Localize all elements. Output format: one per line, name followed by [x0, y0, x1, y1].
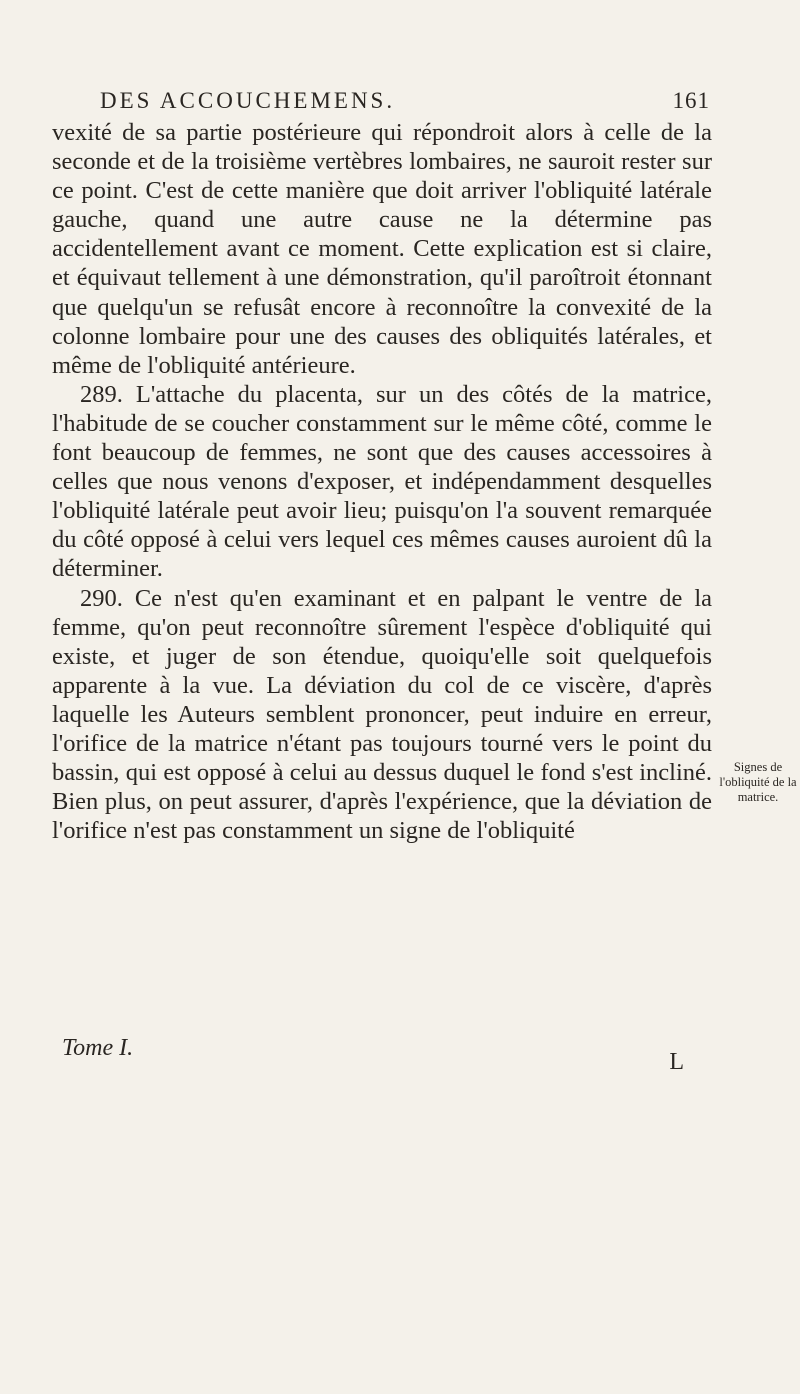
signature-mark: L: [669, 1049, 684, 1075]
body-text: [52, 118, 712, 845]
paragraph-290: 290. Ce n'est qu'en examinant et en palpant le ventre de la femme, qu'on peut reconnoître sûrement l'espèce d'obliquité qui existe, et juger de son étendue, quoiqu'elle soit quelquefois apparente à la vue. La déviation du col de ce viscère, d'après laquelle les Auteurs semblent prononcer, peut induire en erreur, l'orifice de la matrice n'étant pas toujours tourné vers le point du bassin, qui est opposé à celui au dessus duquel le fond s'est incliné. Bien plus, on peut assurer, d'après l'expérience, que la déviation de l'orifice n'est pas constamment un signe de l'obliquité: [52, 584, 712, 845]
page-number: 161: [672, 88, 710, 113]
tome-label: Tome I.: [62, 1035, 134, 1061]
paragraph-289: 289. L'attache du placenta, sur un des côtés de la matrice, l'habitude de se coucher constamment sur le même côté, comme le font beaucoup de femmes, ne sont que des causes accessoires à celles que nous venons d'exposer, et indépendamment desquelles l'obliquité latérale peut avoir lieu; puisqu'on l'a souvent remarquée du côté opposé à celui vers lequel ces mêmes causes auroient dû la déterminer.: [52, 380, 712, 583]
running-title: DES ACCOUCHEMENS.: [100, 88, 396, 113]
paragraph-continuation: vexité de sa partie postérieure qui répondroit alors à celle de la seconde et de la troisième vertèbres lombaires, ne sauroit rester sur ce point. C'est de cette manière que doit arriver l'obliquité latérale gauche, quand une autre cause ne la détermine pas accidentellement avant ce moment. Cette explication est si claire, et équivaut tellement à une démonstration, qu'il paroîtroit étonnant que quelqu'un se refusât encore à reconnoître la convexité de la colonne lombaire pour une des causes des obliquités latérales, et même de l'obliquité antérieure.: [52, 119, 712, 379]
margin-note: Signes de l'obliquité de la matrice.: [719, 760, 797, 804]
